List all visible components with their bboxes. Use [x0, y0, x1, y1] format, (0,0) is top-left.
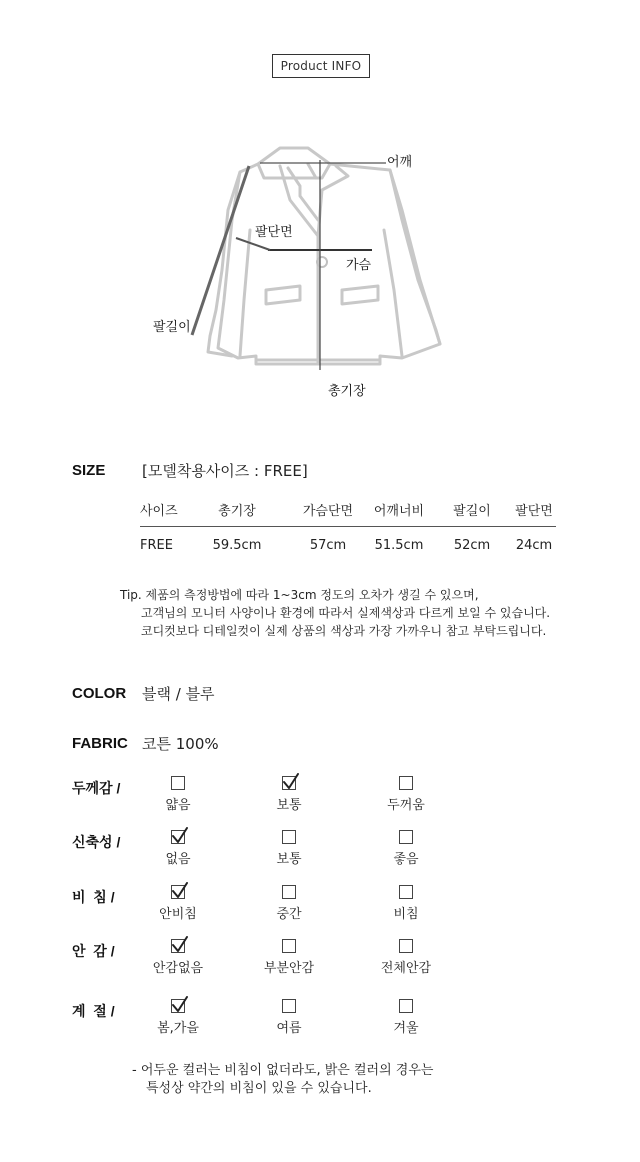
attribute-option: [239, 885, 339, 922]
attribute-option: [239, 999, 339, 1036]
sleeve-length-label: 팔길이: [153, 320, 191, 335]
attribute-title: 신축성 /: [72, 834, 121, 850]
attribute-option-label: 안비침: [159, 907, 197, 922]
attribute-option-label: 전체안감: [380, 961, 432, 976]
tip-line: Tip. 제품의 측정방법에 따라 1~3cm 정도의 오차가 생길 수 있으며,: [120, 588, 479, 602]
attribute-option: [128, 776, 228, 813]
table-cell: FREE: [140, 537, 173, 553]
attribute-option: [239, 939, 339, 976]
size-table-row: [140, 532, 556, 558]
attribute-option-label: 겨울: [393, 1021, 419, 1036]
jacket-measurement-diagram: [140, 130, 460, 410]
model-size: [모델착용사이즈 : FREE]: [142, 462, 308, 480]
checkbox-icon: [171, 776, 185, 790]
attribute-option: [356, 939, 456, 976]
header-cell: 가슴단면: [302, 503, 354, 519]
header-cell: 팔단면: [515, 503, 553, 519]
checked-box-icon: [171, 939, 185, 953]
checked-box-icon: [171, 999, 185, 1013]
checked-box-icon: [282, 776, 296, 790]
attribute-option: [128, 939, 228, 976]
fabric-title: FABRIC: [72, 735, 128, 752]
header-cell: 팔길이: [453, 503, 491, 519]
shoulder-label: 어깨: [387, 155, 413, 170]
attribute-option-label: 비침: [393, 907, 419, 922]
attribute-row: [72, 999, 492, 1039]
attribute-option: [128, 830, 228, 867]
attribute-title: 계 절 /: [72, 1003, 115, 1019]
checkbox-icon: [282, 999, 296, 1013]
size-title: SIZE: [72, 462, 106, 479]
attribute-option: [356, 776, 456, 813]
checked-box-icon: [171, 885, 185, 899]
transparency-note: [132, 1062, 433, 1098]
attribute-option-label: 안감없음: [152, 961, 204, 976]
attribute-option: [356, 999, 456, 1036]
attribute-option: [239, 830, 339, 867]
checkbox-icon: [282, 830, 296, 844]
attribute-option-label: 중간: [276, 907, 302, 922]
total-length-label: 총기장: [328, 384, 366, 399]
fabric-value: 코튼 100%: [142, 735, 219, 753]
checkbox-icon: [399, 830, 413, 844]
attribute-option-label: 없음: [165, 852, 191, 867]
attribute-title: 안 감 /: [72, 943, 115, 959]
attribute-option-label: 얇음: [165, 798, 191, 813]
note-line: - 어두운 컬러는 비침이 없더라도, 밝은 컬러의 경우는: [132, 1063, 434, 1078]
note-line: 특성상 약간의 비침이 있을 수 있습니다.: [146, 1081, 372, 1096]
attribute-option-label: 봄,가을: [157, 1021, 199, 1036]
attribute-option-label: 보통: [276, 798, 302, 813]
chest-label: 가슴: [346, 258, 372, 273]
attribute-row: [72, 830, 492, 870]
tip-line: 코디컷보다 디테일컷이 실제 상품의 색상과 가장 가까우니 참고 부탁드립니다.: [141, 624, 547, 638]
header-cell: 어깨너비: [373, 503, 425, 519]
size-table: [140, 496, 556, 558]
product-info-badge: Product INFO: [272, 54, 370, 78]
attribute-option: [128, 885, 228, 922]
attribute-row: [72, 776, 492, 816]
checkbox-icon: [399, 776, 413, 790]
attribute-option-label: 좋음: [393, 852, 419, 867]
attribute-option-label: 부분안감: [263, 961, 315, 976]
table-cell: 57cm: [309, 537, 347, 553]
attribute-option: [356, 885, 456, 922]
color-value: 블랙 / 블루: [142, 685, 215, 703]
size-table-divider: [140, 526, 556, 527]
attribute-option-label: 보통: [276, 852, 302, 867]
checked-box-icon: [171, 830, 185, 844]
tip-text: [120, 586, 550, 640]
attribute-option: [239, 776, 339, 813]
attribute-title: 두께감 /: [72, 780, 121, 796]
header-cell: 총기장: [218, 503, 256, 519]
attribute-option: [128, 999, 228, 1036]
table-cell: 59.5cm: [212, 537, 262, 553]
table-cell: 52cm: [453, 537, 491, 553]
table-cell: 51.5cm: [374, 537, 424, 553]
attribute-row: [72, 885, 492, 925]
table-cell: 24cm: [515, 537, 553, 553]
attribute-option-label: 두꺼움: [387, 798, 425, 813]
color-title: COLOR: [72, 685, 127, 702]
checkbox-icon: [399, 999, 413, 1013]
attribute-option-label: 여름: [276, 1021, 302, 1036]
sleeve-end-label: 팔단면: [255, 225, 293, 240]
header-cell: 사이즈: [140, 503, 178, 519]
size-table-header: [140, 496, 556, 522]
attribute-option: [356, 830, 456, 867]
checkbox-icon: [282, 939, 296, 953]
checkbox-icon: [399, 939, 413, 953]
attribute-row: [72, 939, 492, 979]
attribute-title: 비 침 /: [72, 889, 115, 905]
jacket-illustration: [140, 130, 460, 410]
checkbox-icon: [399, 885, 413, 899]
checkbox-icon: [282, 885, 296, 899]
tip-line: 고객님의 모니터 사양이나 환경에 따라서 실제색상과 다르게 보일 수 있습니다.: [141, 606, 551, 620]
